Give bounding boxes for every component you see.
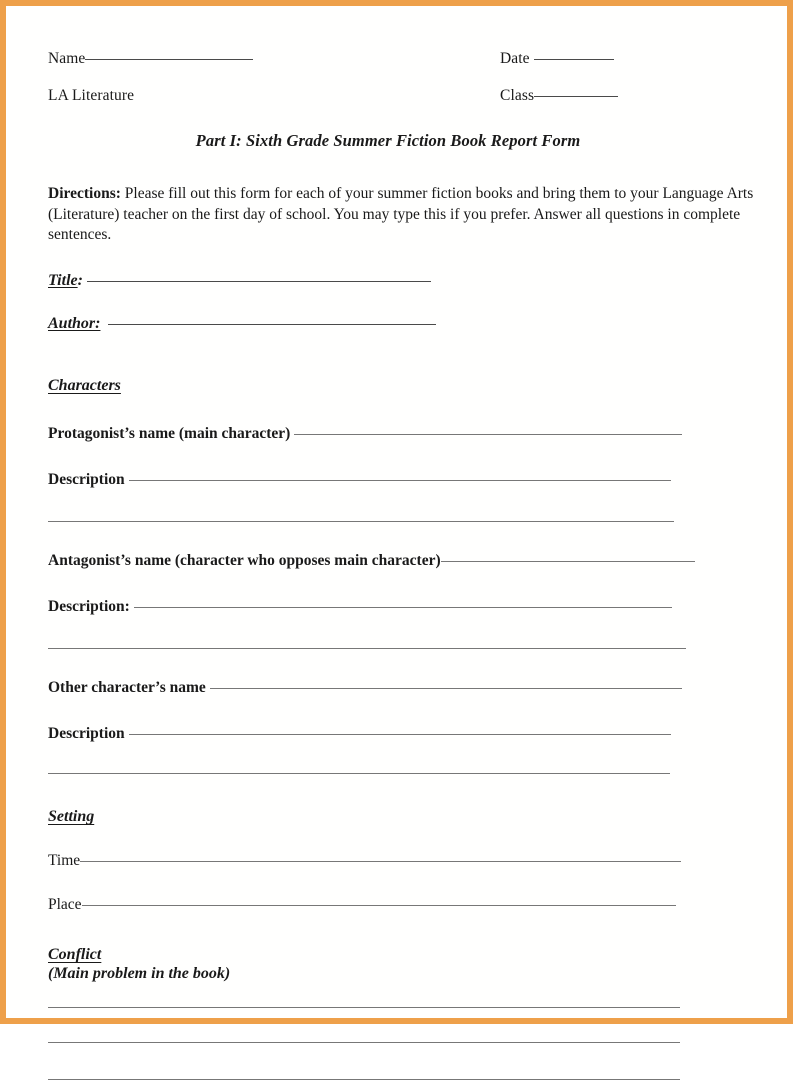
date-field-group — [500, 50, 614, 69]
book-author-input-rule[interactable] — [108, 324, 436, 325]
book-title-input-rule[interactable] — [87, 281, 431, 282]
name-input-rule[interactable] — [85, 59, 253, 60]
class-label: Class — [500, 86, 535, 104]
date-label: Date — [500, 50, 530, 67]
antagonist-description-field — [48, 598, 748, 616]
page-title: Part I: Sixth Grade Summer Fiction Book Report Form — [195, 131, 581, 151]
page-inner — [6, 6, 787, 1018]
book-author-field — [48, 315, 748, 333]
protagonist-name-field — [48, 425, 748, 443]
book-title-field — [48, 272, 748, 290]
other-character-description-field — [48, 725, 748, 743]
protagonist-description-input-rule[interactable] — [129, 480, 671, 481]
book-author-label: Author: — [48, 315, 101, 333]
antagonist-name-field — [48, 552, 748, 570]
other-character-description-input-rule-2[interactable] — [48, 773, 670, 774]
protagonist-description-field — [48, 471, 748, 489]
protagonist-description-input-rule-2[interactable] — [48, 521, 674, 522]
name-label: Name — [48, 50, 86, 67]
other-character-name-input-rule[interactable] — [210, 688, 682, 689]
class-field-group — [500, 87, 618, 106]
setting-place-input-rule[interactable] — [82, 905, 676, 906]
setting-place-label: Place — [48, 896, 82, 914]
setting-heading: Setting — [48, 808, 95, 826]
section-characters — [48, 377, 748, 395]
date-input-rule[interactable] — [534, 59, 614, 60]
conflict-subtitle: (Main problem in the book) — [48, 965, 231, 983]
antagonist-description-input-rule-2[interactable] — [48, 648, 686, 649]
directions-label: Directions: — [48, 185, 121, 203]
directions-paragraph — [48, 184, 758, 246]
directions-text: Please fill out this form for each of your summer fiction books and bring them to your Language Arts (Literature) teacher on the first day of school. You may type this if you prefer. Answer all questions in complete sentences. — [48, 185, 754, 244]
other-character-description-label: Description — [48, 725, 125, 743]
protagonist-name-input-rule[interactable] — [294, 434, 682, 435]
characters-heading: Characters — [48, 377, 121, 395]
book-title-label: Title — [48, 272, 78, 290]
conflict-heading: Conflict — [48, 946, 102, 964]
conflict-input-rule-1[interactable] — [48, 1007, 680, 1008]
header-row-course-class — [48, 87, 748, 106]
course-label: LA Literature — [48, 86, 135, 104]
other-character-name-field — [48, 679, 748, 697]
course-group — [48, 87, 500, 106]
document-body — [48, 50, 754, 1080]
protagonist-description-label: Description — [48, 471, 125, 489]
antagonist-description-input-rule[interactable] — [134, 607, 672, 608]
section-conflict — [48, 946, 748, 964]
section-setting — [48, 808, 748, 826]
class-input-rule[interactable] — [534, 96, 618, 97]
other-character-name-label: Other character’s name — [48, 679, 206, 697]
setting-time-label: Time — [48, 852, 81, 870]
book-title-colon: : — [77, 272, 83, 290]
antagonist-name-input-rule[interactable] — [441, 561, 695, 562]
antagonist-description-label: Description: — [48, 598, 130, 616]
antagonist-name-label: Antagonist’s name (character who opposes main character) — [48, 552, 441, 570]
setting-time-field — [48, 852, 748, 870]
header-row-name-date — [48, 50, 748, 69]
protagonist-name-label: Protagonist’s name (main character) — [48, 425, 291, 443]
conflict-input-rule-2[interactable] — [48, 1042, 680, 1043]
name-field-group — [48, 50, 500, 69]
setting-time-input-rule[interactable] — [80, 861, 681, 862]
setting-place-field — [48, 896, 748, 914]
other-character-description-input-rule[interactable] — [129, 734, 671, 735]
